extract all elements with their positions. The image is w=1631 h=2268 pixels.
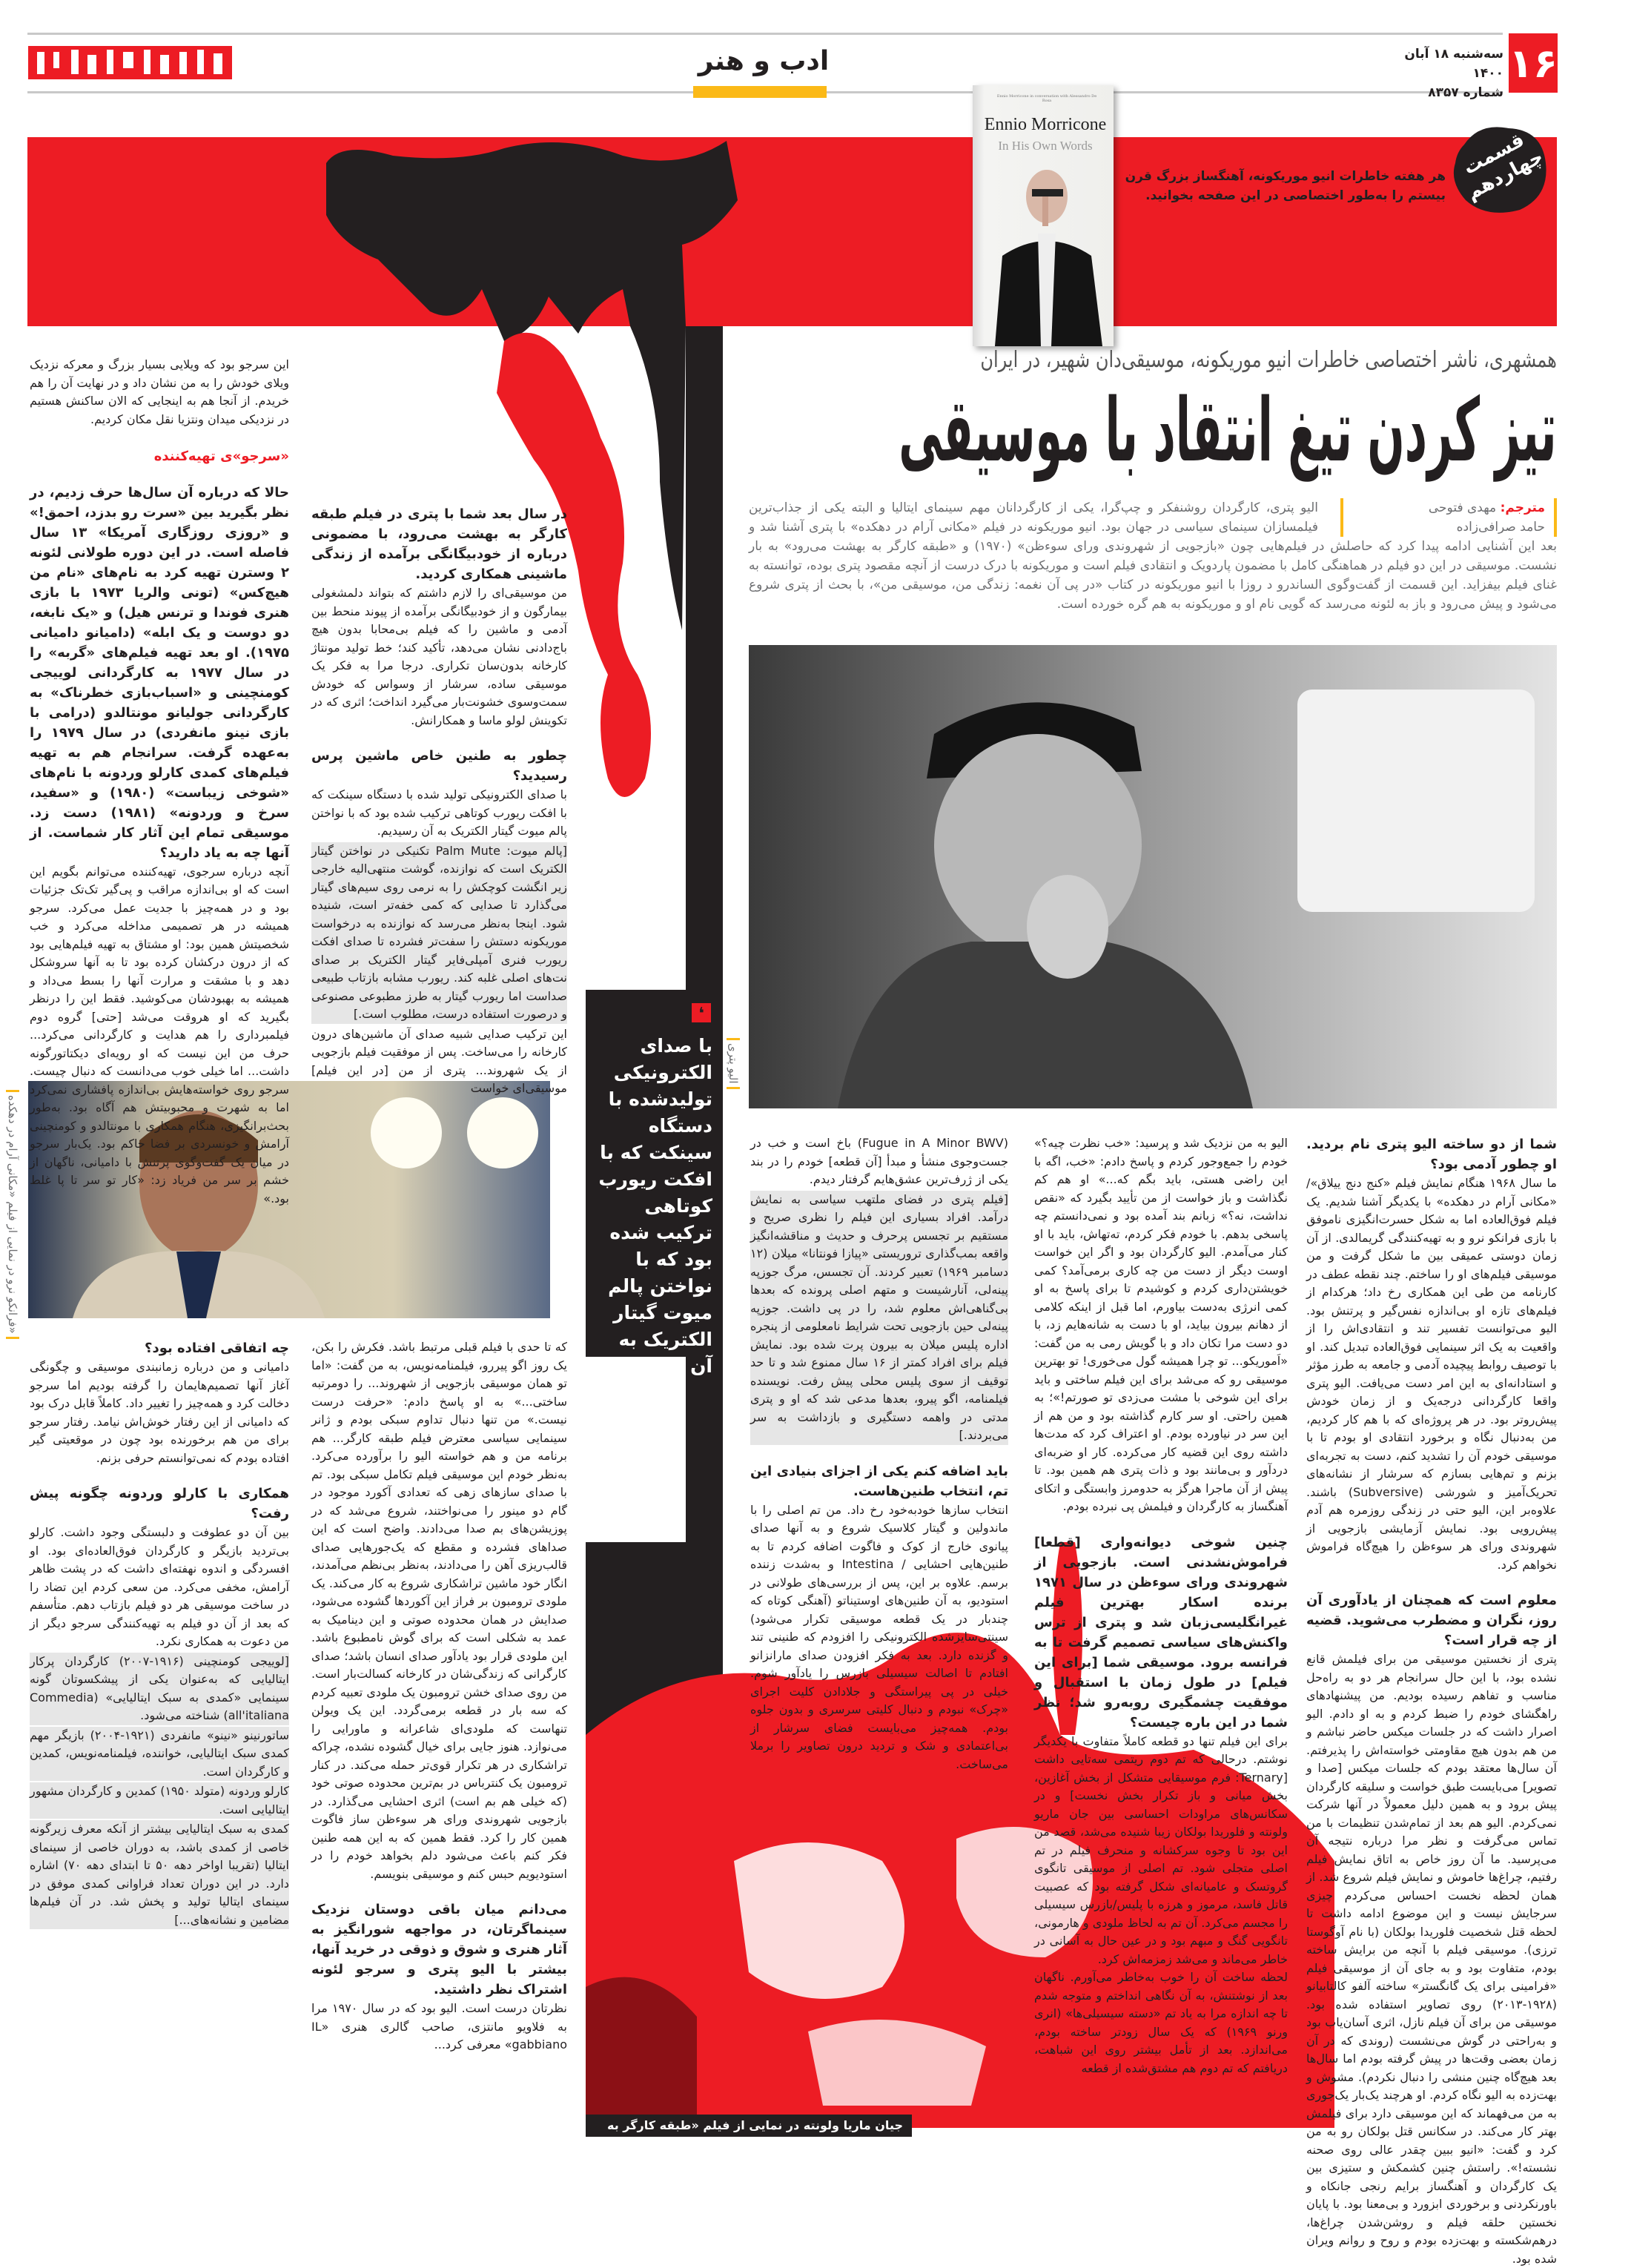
body-paragraph: نظرتان درست است. الیو بود که در سال ۱۹۷۰ مرا به فلاویو مانتزی، صاحب گالری هنری «IL gabbiano» معرفی کرد...: [311, 2001, 568, 2052]
section-subheading: «سرجو»ی تهیه‌کننده: [153, 449, 289, 464]
translator-note: [پالم میوت: Palm Mute تکنیکی در نواختن گیتار الکتریک است که نوازنده، گوشت منتهی‌الیه خارجی زیر انگشت کوچکش را به نرمی روی سیم‌های گیتار می‌گذارد تا صدایی که کمی خفه‌تر است، شنیده شود. اینجا به‌نظر می‌رسد که نوازنده به درخواست موریکونه دستش را سفت‌تر فشرده تا صدای افکت ریورب فنری آمپلی‌فایر گیتار الکتریک بر صدای نت‌های اصلی غلبه کند. ریورب مشابه بازتاب طبیعی صداست اما ریورب گیتار به طرز مطبوعی مصنوعی و درصورت استفاده درست، مطلوب است.]: [311, 842, 567, 1024]
translator-note: کمدی به سبک ایتالیایی بیشتر از آنکه معرف زیرگونه خاصی از کمدی باشد، به دوران خاصی از سینمای ایتالیا (تقریبا اواخر دهه ۵۰ تا ابتدای دهه ۷۰) اشاره دارد. در این دوران تعداد فراوانی کمدی موفق در سینمای ایتالیا تولید و پخش شد. در آن فیلم‌ها مضامین و نشانه‌های...]: [30, 1820, 289, 1929]
translator-note: [لوییجی کومنچینی (۱۹۱۶-۲۰۰۷) کارگردان پرکار ایتالیایی که به‌عنوان یکی از پیشکسوتان گونه سینمایی «کمدی به سبک ایتالیایی» (Commedia all'italiana) شناخته می‌شود.: [30, 1653, 289, 1725]
article-kicker: همشهری، ناشر اختصاصی خاطرات انیو موریکونه، موسیقی‌دان شهیر، در ایران: [980, 347, 1557, 373]
article-headline: تیز کردن تیغ انتقاد با موسیقی: [899, 379, 1557, 481]
translator-name: حامد صرافی‌زاده: [1456, 520, 1545, 535]
body-paragraph: الیو به من نزدیک شد و پرسید: «خب نظرت چیه؟» خودم را جمع‌وجور کردم و پاسخ دادم: «خب، اگه با این راضی هستی، باید بگم که...» او هم کم نگذاشت و باز خواست از من تأیید بگیرد که «نقص نداشت، نه؟» زبانم بند آمده بود و نمی‌دانستم چه پاسخی بدهم. با خودم فکر کردم، ته‌تهاش، باید با او کنار می‌آمدم. الیو کارگردان بود و اگر این خواست اوست دیگر از دست من چه کاری برمی‌آمد؟ کمی خویشتن‌داری کردم و کوشیدم تا برای پاسخ به او کمی انرژی به‌دست بیاورم، اما قبل از اینکه کلامی از دهانم بیرون بیاید، او با دست به شانه‌هایم زد، با دو دست مرا تکان داد و با گویش رمی به من گفت: «اَموریکو... تو چرا همیشه گول می‌خوری! تو بهترین موسیقی رو که می‌شد برای این فیلم ساختی و باید برای این شوخی با مشت می‌زدی تو صورتم!»؛ به همین راحتی. او سر کارم گذاشته بود و من هم از این سر در نیاورده بودم. او اعتراف کرد که مدت‌ها داشته روی این قضیه کار می‌کرده. کار او ضربه‌ای دردآور و بی‌مانند بود و ذات پتری هم همین بود. تا پیش از آن ماجرا هرگز به حدومرز وابستگی و اتکای آهنگساز به کارگردان و فیلمش پی نبرده بودم.: [1034, 1136, 1288, 1513]
book-subtitle: In His Own Words: [998, 139, 1093, 153]
body-paragraph: بین آن دو عطوفت و دلبستگی وجود داشت. کارلو بی‌تردید بازیگر و کارگردان فوق‌العاده‌ای بود. او افسردگی و اندوه نهفته‌ای داشت که در پشت ظاهر آرامش، مخفی می‌کرد. من سعی کردم این تضاد را در ساخت موسیقی هر دو فیلم بازتاب دهم. متأسفم که بعد از آن دو فیلم به تهیه‌کنندگی سرجو دیگر از من دعوت به همکاری نکرد.: [30, 1525, 289, 1648]
body-paragraph: لحظه ساخت آن را خوب به‌خاطر می‌آورم. ناگهان بعد از نوشتنش، به آن نگاهی انداختم و متوجه شدم تا چه اندازه مرا به یاد تم «دسته سیسیلی‌ها» (انری ورنو ۱۹۶۹) که یک سال زودتر ساخته بودم، می‌اندازد. بعد از تأمل بیشتر روی این شباهت، دریافتم که تم دوم هم مشتق‌شده از قطعه: [1034, 1970, 1288, 2075]
question-heading: چنین شوخی دیوانه‌واری [قطعا] فراموش‌نشدنی است. بازجویی از شهروندی ورای سوءظن در سال ۱۹۷۱ برنده اسکار بهترین فیلم غیرانگلیسی‌زبان شد و پتری از ترس واکنش‌های سیاسی تصمیم گرفت تا به فرانسه برود. موسیقی شما [برای این فیلم] در طول زمان با استقبال و موفقیت چشمگیری روبه‌رو شد؛ نظر شما در این باره چیست؟: [1034, 1534, 1288, 1730]
photo-elio-petri: [749, 645, 1557, 1108]
book-cover: [973, 85, 1114, 346]
body-paragraph: این ترکیب صدایی شبیه صدای آن ماشین‌های درون کارخانه را می‌ساخت. پس از موفقیت فیلم بازجویی از یک شهروند... پتری از من [در این فیلم] موسیقی‌ای خواست: [311, 1026, 567, 1095]
body-paragraph: من موسیقی‌ای را لازم داشتم که بتواند دلمشغولی بیمارگون و از خودبیگانگی برآمده از پیوند منحط بین آدمی و ماشین را که فیلم بی‌محابا بدون هیچ باج‌دادنی نشان می‌دهد، تأکید کند؛ خط تولید مونتاژ کارخانه بدون‌سان تکراری. درجا مرا به فکر یک موسیقی ساده، سرشار از وسواس که خودش سمت‌وسوی خشونت‌بار می‌گیرد انداخت؛ اثری که در تکوینش لولو ماسا و همکارانش.: [311, 586, 567, 727]
portrait-illustration: [749, 645, 1557, 1108]
translator-note: کارلو وردونه (متولد ۱۹۵۰) کمدین و کارگردان مشهور ایتالیایی است.: [30, 1782, 289, 1819]
book-portrait: [973, 85, 1114, 346]
main-photo-caption: الیو پتری: [727, 1038, 740, 1089]
translator-note: ساتورنینو «نینو» مانفردی (۱۹۲۱-۲۰۰۴) بازیگر مهم کمدی سبک ایتالیایی، خواننده، فیلمنامه‌نویس، کمدین و کارگردان است.: [30, 1727, 289, 1782]
issue-info: [1386, 44, 1503, 102]
logo-mark: [28, 46, 232, 79]
body-paragraph: پتری از نخستین موسیقی من برای فیلمش قانع نشده بود، با این حال سرانجام هر دو به راه‌حل مناسب و تفاهم رسیده بودیم. من پیشنهادهای راهگشای خودم را ضبط کردم و به او دادم. الیو اصرار داشت که در جلسات میکس حاضر نباشم و من هم بدون هیچ مقاومتی خواسته‌اش را پذیرفتم. آن سال‌ها معتقد بودم که جلسات میکس [صدا و تصویر] می‌بایست طبق خواست و سلیقه کارگردان پیش برود و به همین دلیل معمولاً در آنها شرکت نمی‌کردم. الیو هم بعد از تمام‌شدن تنظیمات با من تماس می‌گرفت و نظر مرا درباره نتیجه آن می‌پرسید. ما آن روز خاص به اتاق نمایش فیلم رفتیم، چراغ‌ها خاموش و نمایش فیلم شروع شد. از همان لحظه نخست احساس می‌کردم چیزی سرجایش نیست و این موضوع ادامه داشت تا لحظه قتل شخصیت فلوریدا بولکان (با نام آوگوستا ترزی). موسیقی فیلم با آنچه من برایش ساخته بودم، متفاوت بود و به جای آن از موسیقی فیلم «فرامینی برای یک گانگستر» ساخته آلفو کالتابیانو (۱۹۲۸-۲۰۱۳) روی تصاویر استفاده شده بود. موسیقی من برای آن فیلم نازل، اثری آسان‌یاب بود و به‌راحتی در گوش می‌نشست (روندی که در آن زمان بعضی وقت‌ها در پیش گرفته بودم اما سال‌ها بعد هیچ‌گاه چنین منشی را دنبال نکردم). مشوش و بهت‌زده به الیو نگاه کردم. او هرچند یک‌بار یک‌جوری به من می‌فهماند که این موسیقی دارد برای فیلمش بهتر کار می‌کند. در سکانس قتل بولکان رو به من کرد و گفت: «انیو ببین چقدر عالی روی صحنه نشسته!». راستش چنین کشمکش و ستیزی بین یک کارگردان و آهنگساز برایم رنجی جانکاه و باورنکردنی و برخوردی ابزورد و بی‌معنا بود. با پایان نخستین حلقه فیلم و روشن‌شدن چراغ‌ها، درهم‌شکسته و بهت‌زده بودم و روح و روانم ویران شده بود.: [1306, 1652, 1557, 2266]
body-paragraph: انتخاب سازها خودبه‌خود رخ داد. من تم اصلی را با ماندولین و گیتار کلاسیک شروع و به آنها صدای پیانوی خارج از کوک و فاگوت اضافه کردم تا به طنین‌هایی احشایی / Intestina و به‌شدت زننده برسم. علاوه بر این، پس از بررسی‌های طولانی در استودیو، به آن طنین‌های اوستیناتو (آهنگی کوتاه که چندبار در یک قطعه موسیقی تکرار می‌شود) سینتی‌سایزشده الکترونیکی را افزودم که طنینی تند و گزنده دارد. بعد به فکر افزودن صدای مارانزانو افتادم تا اصالت سیسیلی بازرس را یادآور شوم. خیلی در پی پیراستگی و جلادادن کلیت اجرای «چرک» نبودم و دنبال کلیتی سرسری و بدون جلوه بودم. همه‌چیز می‌بایست فضای سرشار از بی‌اعتمادی و شک و تردید درون تصاویر را برملا می‌ساخت.: [750, 1502, 1008, 1771]
translator-name: مهدی فتوحی: [1428, 500, 1497, 515]
translator-credits: [1340, 498, 1557, 537]
question-heading: همکاری با کارلو وردونه چگونه پیش رفت؟: [30, 1486, 289, 1521]
promo-band: [27, 137, 1557, 326]
body-paragraph: این سرجو بود که ویلایی بسیار بزرگ و معرکه نزدیک ویلای خودش را به من نشان داد و در نهایت آن را هم خریدم. از آنجا هم به اینجایی که الان ساکنش هستیم در نزدیکی میدان ونتزیا نقل مکان کردیم.: [30, 357, 289, 426]
question-heading: باید اضافه کنم یکی از اجزای بنیادی این تم، انتخاب طنین‌هاست.: [750, 1463, 1008, 1499]
column-center-left-top: [311, 504, 567, 1098]
column-right: [1306, 1134, 1557, 2268]
left-photo-caption: فرانکو نرو در نمایی از فیلم «مکانی آرام در دهکده»: [6, 1090, 19, 1339]
question-heading: می‌دانم میان باقی دوستان نزدیک سینماگرتان، در مواجهه شورانگیز به آثار هنری و شوق و ذوقی در خرید آنها، بیشتر با الیو پتری و سرجو لئونه اشتراک نظر داشتید.: [311, 1902, 567, 1997]
series-teaser: هر هفته خاطرات انیو موریکونه، آهنگساز بزرگ قرن بیستم را به‌طور اختصاصی در این صفحه بخوانید.: [1125, 169, 1446, 203]
column-left-top: [30, 356, 289, 1208]
body-paragraph: که تا حدی با فیلم قبلی مرتبط باشد. فکرش را بکن، یک روز اگو پیررو، فیلمنامه‌نویس، به من گفت: «اما تو همان موسیقی بازجویی از شهروند... را دومرتبه ساختی...» به او پاسخ دادم: «حرفت درست نیست.» من تنها دنبال تداوم سبکی بودم و ژانر سینمایی سیاسی معترض فیلم طبقه کارگر... هم برنامه من و هم خواسته الیو را برآورده می‌کرد. به‌نظر خودم این موسیقی فیلم تکامل سبکی بود. تم با صدای سازهای زهی که تعدادی آکورد موجود در گام دو مینور را می‌نواختند، شروع می‌شد که در پوزیشن‌های بم صدا می‌دادند. واضح است که این صداهای فشرده و مقطع که یک‌جورهایی صدای قالب‌ریزی آهن را می‌دادند، به‌نظر بی‌نظم می‌آمدند، انگار خود ماشین تراشکاری شروع به کار می‌کند. یک ملودی ترومبون بر فراز این آکوردها گشوده می‌شود، صدایش در همان محدوده صوتی و این دینامیک به عمد به شکلی است که برای گوش نامطبوع باشد. این ملودی قرار بود یادآور صدای انسان باشد؛ صدای کارگرانی که زندگی‌شان در کارخانه کسالت‌بار است. من روی صدای خشن ترومبون یک ملودی تعبیه کردم که سه بار در قطعه برمی‌گردد. این یک ویولن تنهاست که ملودی‌ای شاعرانه و ماورایی را می‌نوازد. هنوز جایی برای خیال گشوده نشده، چراکه تراشکاری در هر تکرار قوی‌تر حمله می‌کند. در کنار ترومبون یک کنترباس در بم‌ترین محدوده صوتی خود (که خیلی هم بم است) اثری احشایی می‌گذارد. در بازجویی شهروندی ورای هر سوءظن ساز فاگوت همین کار را کرد. فقط همین که به این همه طنین فکر کنم باعث می‌شود دلم بخواهد خودم را در استودیویم حبس کنم و موسیقی بنویسم.: [311, 1340, 567, 1881]
issue-date: سه‌شنبه ۱۸ آبان ۱۴۰۰: [1404, 47, 1503, 81]
episode-label: قسمت چهاردهم: [1459, 128, 1547, 205]
question-heading: معلوم است که همچنان از یادآوری آن روز، نگران و مضطرب می‌شوید. قضیه از چه قرار است؟: [1306, 1593, 1557, 1648]
body-paragraph: برای این فیلم تنها دو قطعه کاملاً متفاوت با یکدیگر نوشتم. درحالی که تم دوم ریتمی سه‌تایی داشت [Ternary: فرم موسیقایی متشکل از بخش آغازین، بخش میانی و باز تکرار بخش نخست] و در سکانس‌های مراودات احساسی بین جان ماریو ولونته و فلوریدا بولکان زیبا شنیده می‌شد، قصد من این بود تا وجوه سرکشانه و منحرف فیلم در تم اصلی متجلی شود. تم اصلی از موسیقی تانگوی گروتسک و عامیانه‌ای شکل گرفته بود که عصبیت قاتل فاسد، مرموز و هرزه با پلیس/بازرس سیسیلی را مجسم می‌کرد. آن تم به لحاظ ملودی و هارمونی، تانگویی گنگ و مبهم بود و در عین حال به آسانی در خاطر می‌ماند و می‌شد زمزمه‌اش کرد.: [1034, 1733, 1288, 1966]
body-paragraph: دامیانی و من درباره زمانبندی موسیقی و چگونگی آغاز آنها تصمیم‌هایمان را گرفته بودیم اما سرجو دخالت کرد و همه‌چیز را تغییر داد. کاملاً قابل درک بود که دامیانی از این رفتار خوش‌اش نیامد. رفتار سرجو برای من هم برخورنده بود چون در موقعیتی گیر افتاده بودم که نمی‌توانستم حرفی بزنم.: [30, 1360, 289, 1465]
book-credits: Ennio Morricone in conversation with Alessandro De Rosa: [996, 94, 1097, 103]
article-intro: [749, 498, 1557, 614]
pull-quote: [586, 990, 723, 1377]
question-heading: چطور به طنین خاص ماشین پرس رسیدید؟: [311, 748, 567, 784]
body-paragraph: ما سال ۱۹۶۸ هنگام نمایش فیلم «کنج دنج ییلاق»/ «مکانی آرام در دهکده» با یکدیگر آشنا شدیم. یک فیلم فوق‌العاده اما به شکل حسرت‌انگیزی ناموفق با بازی فرانکو نرو و به تهیه‌کنندگی گریمالدی. از آن زمان دوستی عمیقی بین ما شکل گرفت و من موسیقی فیلم‌های او را ساختم. چند نقطه عطف در کارنامه من طی این همکاری رخ داد؛ هرکدام از فیلم‌های تازه او بی‌اندازه نفس‌گیر و پرتنش بود. الیو می‌توانست تفسیر تند و انتقادی‌اش را از واقعیت به یک اثر سینمایی فوق‌العاده تبدیل کند. او با توصیف روابط پیچیده آدمی و جامعه به طرز مؤثر و استادانه‌ای به این امر دست می‌یافت. الیو پتری واقعا کارگردانی درجه‌یک و از زمان خودش پیش‌روتر بود. در هر پروژه‌ای که با هم کار کردیم، من به‌دنبال نگاه و برخورد انتقادی او بودم تا با موسیقی خودم آن را تشدید کنم، دست به تجربه‌ای بزنم و تم‌هایی بسازم که سرشار از نشانه‌های تحریک‌آمیز و شورشی (Subversive) باشند. علاوه‌بر این، الیو حتی در زندگی روزمره هم آدم پیش‌رویی بود. نمایش آزمایشی بازجویی از شهروندی ورای هر سوءظن را هیچ‌گاه فراموش نخواهم کرد.: [1306, 1176, 1558, 1572]
column-right-inner: [750, 1134, 1008, 1773]
body-paragraph: با صدای الکترونیکی تولید شده با دستگاه سینکت که با افکت ریورب کوتاهی ترکیب شده بود که با نواختن پالم میوت گیتار الکتریک به آن رسیدیم.: [311, 787, 567, 838]
page-number: ۱۶: [1509, 33, 1558, 93]
body-paragraph: آنچه درباره سرجوی، تهیه‌کننده می‌توانم بگویم این است که او بی‌اندازه مراقب و پی‌گیر تک‌تک جزئیات بود و در همه‌چیز با جدیت عمل می‌کرد. سرجو همیشه در هر تصمیمی مداخله می‌کرد و خب شخصیتش همین بود: او مشتاق به تهیه فیلم‌هایی بود که از درون درکشان کرده بود تا به آنها سروشکل دهد و با مشقت و مرارت آنها را بسط می‌داد و همیشه به بهبودشان می‌کوشید. فقط این را درنظر بگیرید که او هروقت می‌شد [حتی] گروه دوم فیلمبرداری را هم هدایت و کارگردانی می‌کرد... حرف من این نیست که او رویه‌ای دیکتاتورگونه داشت... اما خیلی خوب می‌دانست که دنبال چیست. سرجو روی خواسته‌هایش بی‌اندازه پافشاری نمی‌کرد اما به شهرت و محبوبیتش هم آگاه بود. به‌طور بحث‌برانگیزی، هنگام همکاری با مونتالدو و کومنچینی آرامش و خونسردی بر فضا حاکم بود. یک‌بار سرجو در میان یک گفت‌وگوی پرتنش با دامیانی، ناگهان از خشم بر سر من فریاد زد: «کار تو سر تا پا غلط بود.»: [30, 864, 289, 1206]
book-title: Ennio Morricone: [984, 115, 1107, 134]
art-caption: جیان ماریا ولونته در نمایی از فیلم «طبقه کارگر به بهشت نمی‌رود»: [586, 2115, 912, 2137]
body-paragraph: (Fugue in A Minor BWV) باخ است و خب در جست‌وجوی منشأ و مبدأ [آن قطعه] خودم را در بند یکی از ژرف‌ترین عشق‌هایم گرفتار دیدم.: [750, 1136, 1008, 1186]
quote-icon: ❛: [692, 1003, 711, 1022]
question-heading: شما از دو ساخته الیو پتری نام بردید. او چطور آدمی بود؟: [1306, 1137, 1557, 1172]
question-heading: حالا که درباره آن سال‌ها حرف زدیم، در نظر بگیرید بین «سرت رو بدزد، احمق!» و «روزی روزگاری آمریکا» ۱۳ سال فاصله است. در این دوره طولانی لئونه ۲ وسترن تهیه کرد به نام‌های «نام من هیچ‌کس» (تونی والریا ۱۹۷۳ با بازی هنری فوندا و ترنس هیل) و «یک نابغه، دو دوست و یک ابله» (دامیانو دامیانی ۱۹۷۵). او بعد تهیه فیلم‌های «گربه» را در سال ۱۹۷۷ به کارگردانی لوییجی کومنچینی و «اسباب‌بازی خطرناک» به کارگردانی جولیانو مونتالدو (درامی با بازی نینو مانفردی) در سال ۱۹۷۹ را به‌عهده گرفت. سرانجام هم به تهیه فیلم‌های کمدی کارلو وردونه با نام‌های «شوخی زیباست» (۱۹۸۰) و «سفید، سرخ و وردونه» (۱۹۸۱) دست زد. موسیقی تمام این آثار کار شماست. از آنها چه به یاد دارید؟: [30, 484, 289, 861]
question-heading: چه اتفاقی افتاده بود؟: [145, 1340, 289, 1356]
question-heading: در سال بعد شما با پتری در فیلم طبقه کارگر به بهشت می‌رود، با مضمونی درباره از خودبیگانگی برآمده از زندگی ماشینی همکاری کردید.: [311, 506, 567, 582]
column-center-left-bottom: [311, 1338, 567, 2054]
issue-number: شماره ۸۳۵۷: [1428, 85, 1503, 100]
section-accent-bar: [693, 86, 827, 98]
column-left-bottom: [30, 1338, 289, 1931]
translator-label: مترجم:: [1500, 500, 1545, 515]
intro-text: الیو پتری، کارگردان روشنفکر و چپ‌گرا، یکی از کارگردانان مهم سینمای ایتالیا و البته یکی از جذاب‌ترین فیلمسازان سینمای سیاسی در جهان بود. انیو موریکونه در فیلم «مکانی آرام در دهکده» با پتری آشنا شد و بعد این آشنایی ادامه پیدا کرد که حاصلش در فیلم‌هایی چون «بازجویی از شهروندی ورای سوءظن» (۱۹۷۰) و «طبقه کارگر به بهشت می‌رود» به بار نشست. موسیقی در این دو فیلم در هماهنگی کامل با مضمون پاردویک و انتقادی فیلم است و موریکونه با درک درست از آنچه مقصود پتری بوده، توانسته به غنای فیلم بیفزاید. این قسمت از گفت‌وگوی الساندرو د روزا با انیو موریکونه در کتاب «در پی آن نغمه: زندگی من، موسیقی من»، با بحث از پتری شروع می‌شود و پیش می‌رود و باز به لئونه می‌رسد که گویی نام او و موریکونه به هم گره خورده است.: [749, 500, 1557, 612]
pull-quote-text: با صدای الکترونیکی تولیدشده با دستگاه سینکت که با افکت ریورب کوتاهی ترکیب شده بود که با نواختن پالم میوت گیتار الکتریک به آن رسیدیم: [598, 1035, 712, 1377]
column-right-middle: [1034, 1134, 1288, 2077]
section-title: ادب و هنر: [698, 46, 830, 76]
translator-note: [فیلم پتری در فضای ملتهب سیاسی به نمایش درآمد. افراد بسیاری این فیلم را نظری صریح و مستقیم بر تجسس پرحرف و حدیث و مناقشه‌انگیز واقعه بمب‌گذاری تروریستی «پیازا فونتانا» میلان (۱۲ دسامبر ۱۹۶۹) تعبیر کردند. آن تجسس، مرگ جوزپه پینه‌لی، آنارشیست و متهم اصلی پرونده که بعدها بی‌گناهی‌اش معلوم شد، را در پی داشت. جوزپه پینه‌لی حین بازجویی تحت شرایط نامعلومی از پنجره اداره پلیس میلان به بیرون پرت شده بود. نمایش فیلم برای افراد کمتر از ۱۶ سال ممنوع شد و تا حد توقیف از سوی پلیس محلی پیش رفت. نویسنده فیلمنامه، اگو پیرو، بعدها مدعی شد که او و پتری مدتی در واهمه دستگیری و بازداشت به سر می‌بردند.]: [750, 1191, 1008, 1445]
hamshahri-logo[interactable]: [28, 46, 232, 79]
header-top-rule: [27, 33, 1503, 35]
